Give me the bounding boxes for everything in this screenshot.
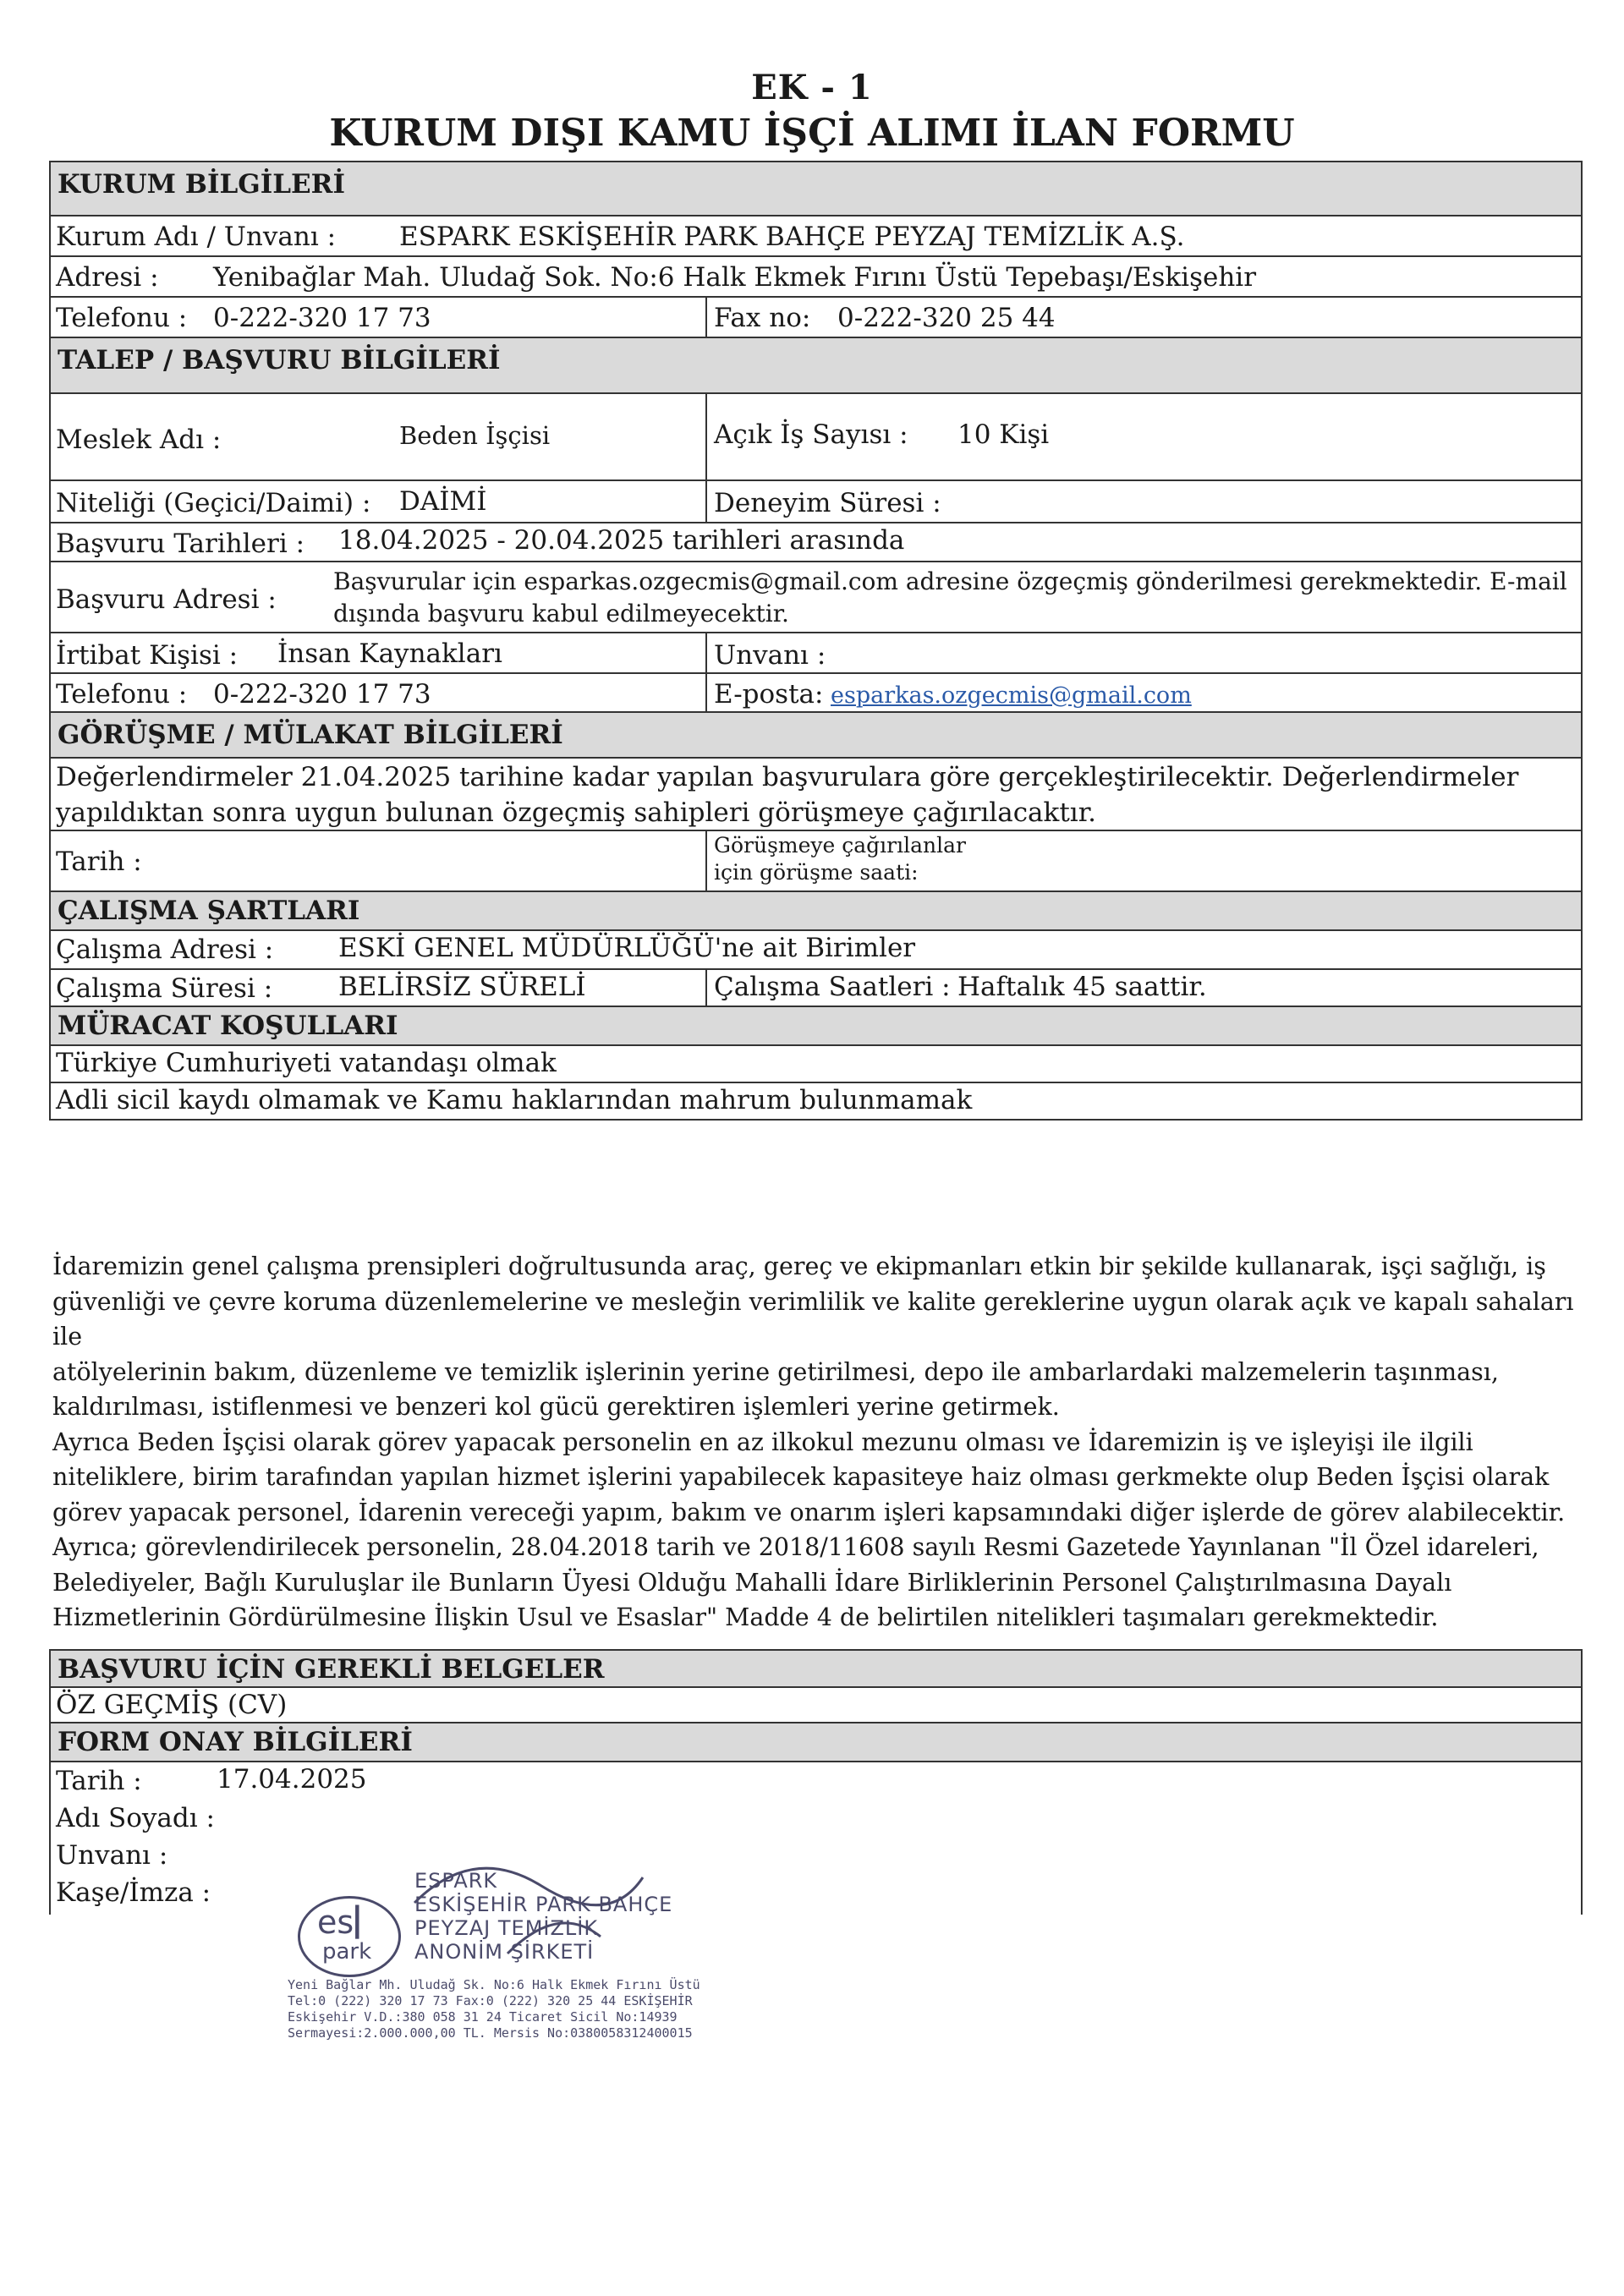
logo-text-park: park [322, 1939, 372, 1964]
kurum-phone-label: Telefonu : [56, 303, 188, 333]
description-line: kaldırılması, istiflenmesi ve benzeri kol gücü gerektiren işlemleri yerine getirmek. [52, 1393, 1060, 1421]
calisma-adres-row [49, 931, 1583, 970]
gorusme-text-row [49, 759, 1583, 831]
section-title: FORM ONAY BİLGİLERİ [58, 1727, 413, 1757]
kurum-address-row [49, 257, 1583, 298]
stamp-line: ESKİŞEHİR PARK BAHÇE [414, 1893, 673, 1916]
company-stamp [288, 1852, 727, 2055]
basvuru-adres-line1: Başvurular için esparkas.ozgecmis@gmail.com adresine özgeçmiş gönderilmesi gerekmektedir. E-mail [333, 567, 1567, 595]
irtibat-row [49, 633, 1583, 674]
column-divider [705, 970, 707, 1006]
belgeler-item-text: ÖZ GEÇMİŞ (CV) [56, 1690, 288, 1720]
description-line: niteliklere, birim tarafından yapılan hizmet işlerini yapabilecek kapasiteye haiz olması gerkmekte olup Beden İşçisi olarak [52, 1463, 1550, 1491]
basvuru-tarih-value: 18.04.2025 - 20.04.2025 tarihleri arasında [338, 525, 905, 556]
stamp-line: ESPARK [414, 1869, 498, 1893]
basvuru-adres-line2: dışında başvuru kabul edilmeyecektir. [333, 600, 789, 627]
section-belgeler-header [49, 1649, 1583, 1688]
gorusme-tarih-row [49, 831, 1583, 892]
description-line: Hizmetlerinin Gördürülmesine İlişkin Usul ve Esaslar" Madde 4 de belirtilen nitelikleri taşımaları gerekmektedir. [52, 1603, 1439, 1631]
column-divider [705, 481, 707, 522]
description-line: Ayrıca Beden İşçisi olarak görev yapacak personelin en az ilkokul mezunu olması ve İdaremizin iş ve işleyişi ile ilgili [52, 1427, 1473, 1456]
irtibat-value: İnsan Kaynakları [277, 638, 502, 669]
description-line: atölyelerinin bakım, düzenleme ve temizlik işlerinin yerine getirilmesi, depo ile ambarlardaki malzemelerin taşınması, [52, 1357, 1499, 1386]
basvuru-tarih-row [49, 523, 1583, 562]
irtibat-unvan-label: Unvanı : [714, 640, 826, 671]
section-talep-header [49, 338, 1583, 394]
column-divider [705, 633, 707, 672]
basvuru-tarih-label: Başvuru Tarihleri : [56, 529, 305, 559]
espark-logo: es | park [298, 1896, 401, 1977]
description-line: Ayrıca; görevlendirilecek personelin, 28.04.2018 tarih ve 2018/11608 sayılı Resmi Gazetede Yayınlanan "İl Özel idareleri, [52, 1533, 1539, 1561]
gorusme-text-line1: Değerlendirmeler 21.04.2025 tarihine kadar yapılan başvurulara göre gerçekleştirilecektir. Değerlendirmeler [56, 762, 1519, 792]
description-line: İdaremizin genel çalışma prensipleri doğrultusunda araç, gereç ve ekipmanları etkin bir şekilde kullanarak, işçi sağlığı, iş [52, 1252, 1546, 1280]
description-line: güvenliği ve çevre koruma düzenlemelerine ve mesleğin verimlilik ve kalite gereklerine uygun olarak açık ve kapalı sahaları ile [52, 1287, 1574, 1351]
calisma-sure-row [49, 970, 1583, 1007]
section-kurum-header [49, 161, 1583, 216]
basvuru-adres-row [49, 562, 1583, 633]
kurum-fax-label: Fax no: [714, 303, 811, 333]
signature-scribble [406, 1852, 660, 1979]
description-line: Belediyeler, Bağlı Kuruluşlar ile Bunların Üyesi Olduğu Mahalli İdare Birliklerinin Personel Çalıştırılmasına Dayalı [52, 1568, 1452, 1597]
section-title: ÇALIŞMA ŞARTLARI [58, 896, 360, 926]
muracat-item-text: Adli sicil kaydı olmamak ve Kamu haklarından mahrum bulunmamak [56, 1085, 973, 1115]
calisma-sure-value: BELİRSİZ SÜRELİ [338, 972, 586, 1002]
onay-fields [49, 1762, 1583, 1915]
kurum-address-label: Adresi : [56, 262, 159, 293]
deneyim-label: Deneyim Süresi : [714, 488, 941, 518]
section-title: MÜRACAT KOŞULLARI [58, 1011, 398, 1041]
calisma-saat-label: Çalışma Saatleri : [714, 972, 951, 1002]
irtibat-phone-label: Telefonu : [56, 679, 188, 710]
stamp-address-line: Sermayesi:2.000.000,00 TL. Mersis No:0380058312400015 [288, 2025, 693, 2041]
section-title: KURUM BİLGİLERİ [58, 169, 345, 200]
onay-kase-label: Kaşe/İmza : [56, 1877, 211, 1908]
nitelik-label: Niteliği (Geçici/Daimi) : [56, 488, 371, 518]
kurum-name-value: ESPARK ESKİŞEHİR PARK BAHÇE PEYZAJ TEMİZLİK A.Ş. [399, 222, 1185, 252]
annex-label: EK - 1 [751, 68, 873, 107]
kurum-phone-value: 0-222-320 17 73 [213, 303, 431, 333]
gorusme-tarih-label: Tarih : [56, 847, 142, 877]
column-divider [705, 674, 707, 711]
column-divider [705, 831, 707, 890]
irtibat-label: İrtibat Kişisi : [56, 640, 239, 671]
onay-tarih-value: 17.04.2025 [217, 1764, 367, 1795]
right-border [1581, 1762, 1583, 1915]
acik-is-value: 10 Kişi [957, 419, 1050, 450]
kurum-phone-row [49, 298, 1583, 338]
stamp-address [288, 1977, 700, 2041]
calisma-saat-value: Haftalık 45 saattir. [957, 972, 1207, 1002]
onay-tarih-label: Tarih : [56, 1766, 142, 1796]
page-title: KURUM DIŞI KAMU İŞÇİ ALIMI İLAN FORMU [329, 112, 1295, 155]
approval-form [49, 1649, 1583, 1915]
section-title: BAŞVURU İÇİN GEREKLİ BELGELER [58, 1654, 605, 1685]
column-divider [705, 298, 707, 337]
onay-adsoyad-label: Adı Soyadı : [56, 1803, 215, 1833]
kurum-name-label: Kurum Adı / Unvanı : [56, 222, 337, 252]
gorusme-text-line2: yapıldıktan sonra uygun bulunan özgeçmiş sahipleri görüşmeye çağırılacaktır. [56, 797, 1096, 828]
irtibat-email-link[interactable]: esparkas.ozgecmis@gmail.com [831, 682, 1192, 709]
belgeler-item [49, 1688, 1583, 1723]
irtibat-phone-row [49, 674, 1583, 713]
muracat-item [49, 1083, 1583, 1121]
gorusme-saat-label-line2: için görüşme saati: [714, 860, 919, 885]
stamp-address-line: Yeni Bağlar Mh. Uludağ Sk. No:6 Halk Ekmek Fırını Üstü [288, 1977, 700, 1992]
kurum-fax-value: 0-222-320 25 44 [837, 303, 1056, 333]
calisma-adres-value: ESKİ GENEL MÜDÜRLÜĞÜ'ne ait Birimler [338, 933, 916, 963]
section-calisma-header [49, 892, 1583, 931]
gorusme-saat-label-line1: Görüşmeye çağırılanlar [714, 833, 966, 858]
stamp-line: ANONİM ŞİRKETİ [414, 1940, 595, 1964]
calisma-sure-label: Çalışma Süresi : [56, 973, 273, 1004]
meslek-value: Beden İşçisi [399, 421, 551, 450]
onay-unvan-label: Unvanı : [56, 1840, 168, 1871]
meslek-row [49, 394, 1583, 481]
section-gorusme-header [49, 713, 1583, 759]
irtibat-phone-value: 0-222-320 17 73 [213, 679, 431, 710]
kurum-name-row [49, 216, 1583, 257]
description-line: görev yapacak personel, İdarenin vereceği yapım, bakım ve onarım işleri kapsamındaki diğer işlerde de görev alabilecektir. [52, 1498, 1566, 1526]
meslek-label: Meslek Adı : [56, 425, 222, 455]
basvuru-adres-label: Başvuru Adresi : [56, 584, 277, 615]
announcement-form [49, 161, 1583, 1121]
muracat-item [49, 1046, 1583, 1083]
section-onay-header [49, 1723, 1583, 1762]
acik-is-label: Açık İş Sayısı : [714, 419, 908, 450]
section-title: TALEP / BAŞVURU BİLGİLERİ [58, 345, 501, 375]
nitelik-value: DAİMİ [399, 486, 487, 517]
muracat-item-text: Türkiye Cumhuriyeti vatandaşı olmak [56, 1048, 557, 1078]
job-description [52, 1249, 1583, 1636]
column-divider [705, 394, 707, 479]
stamp-address-line: Tel:0 (222) 320 17 73 Fax:0 (222) 320 25 44 ESKİŞEHİR [288, 1993, 693, 2008]
calisma-adres-label: Çalışma Adresi : [56, 934, 274, 965]
stamp-line: PEYZAJ TEMİZLİK [414, 1916, 599, 1940]
logo-text-es: es [317, 1904, 354, 1941]
irtibat-email-label: E-posta: [714, 679, 824, 710]
nitelik-row [49, 481, 1583, 523]
stamp-address-line: Eskişehir V.D.:380 058 31 24 Ticaret Sicil No:14939 [288, 2009, 678, 2025]
kurum-address-value: Yenibağlar Mah. Uludağ Sok. No:6 Halk Ekmek Fırını Üstü Tepebaşı/Eskişehir [213, 262, 1257, 293]
section-muracat-header [49, 1007, 1583, 1046]
section-title: GÖRÜŞME / MÜLAKAT BİLGİLERİ [58, 720, 563, 750]
